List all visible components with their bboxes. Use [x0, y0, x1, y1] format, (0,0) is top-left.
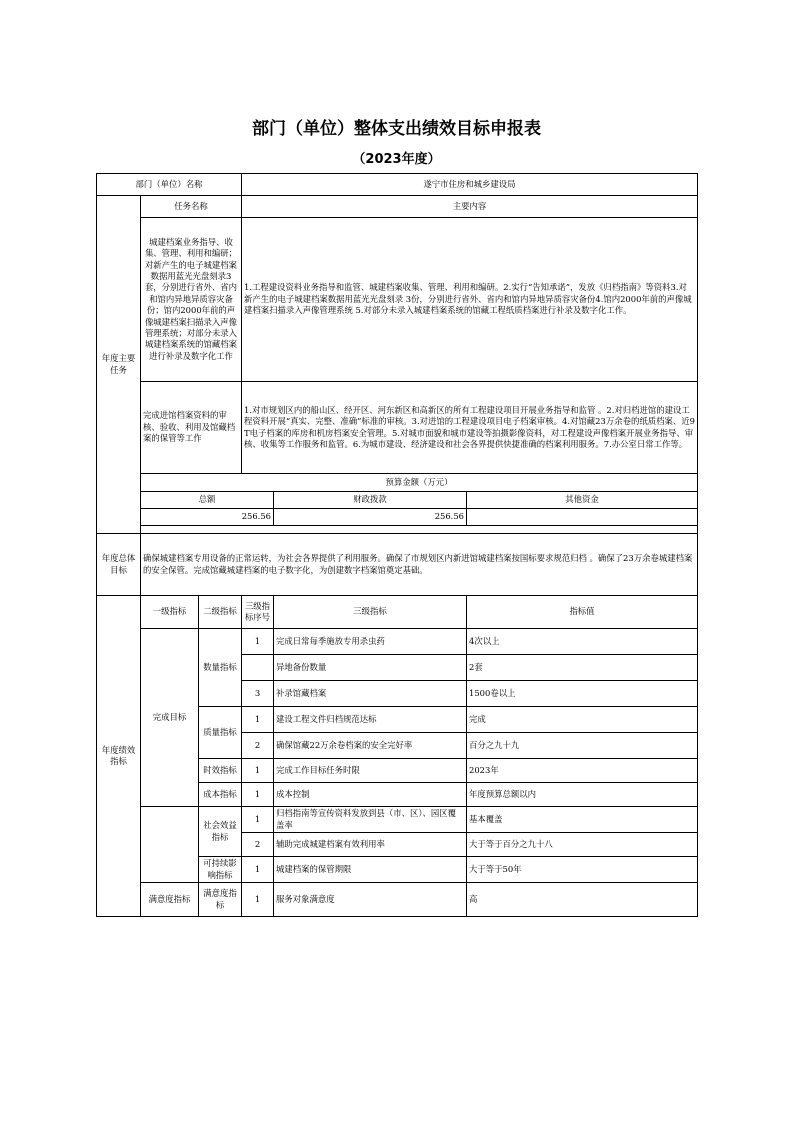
task-row [97, 218, 698, 382]
indicator-seq: 1 [242, 759, 274, 783]
indicator-name: 完成日常每季施放专用杀虫药 [274, 629, 467, 655]
dept-label: 部门（单位）名称 [97, 174, 242, 196]
task-name: 完成进馆档案资料的审核、验收、利用及馆藏档案的保管等工作 [141, 382, 242, 474]
indicator-name: 完成工作目标任务时限 [274, 759, 467, 783]
indicator-value: 完成 [467, 707, 698, 733]
indicator-value: 百分之九十九 [467, 733, 698, 759]
indicator-name: 归档指南等宣传资料发放到县（市、区）、园区覆盖率 [274, 807, 467, 833]
task-content: 1.工程建设资料业务指导和监管、城建档案收集、管理、利用和编研。2.实行“告知承诺”，发放《归档指南》等资料3.对新产生的电子城建档案数据用蓝光光盘刻录 3份，分别进行省外、省内和馆内异地异质容灾备份4.馆内2000年前的声像城建档案扫描录入声像管理系统 5.对部分未录入城建档案系统的馆藏工程纸质档案进行补录及数字化工作。 [242, 218, 698, 382]
level2-header: 二级指标 [199, 596, 242, 629]
indicator-value: 4次以上 [467, 629, 698, 655]
budget-fiscal-header: 财政拨款 [274, 492, 467, 509]
spacer-cell [141, 526, 698, 534]
goal-text: 确保城建档案专用设备的正常运转，为社会各界提供了利用服务。确保了市规划区内新进馆城建档案按国标要求规范归档 。确保了23万余卷城建档案的安全保管。完成馆藏城建档案的电子数字化，为创建数字档案馆奠定基础。 [141, 534, 698, 596]
task-name: 城建档案业务指导、收集、管理、利用和编研；对新产生的电子城建档案数据用蓝光光盘刻录3套，分别进行省外、省内和馆内异地异质容灾备份；馆内2000年前的声像城建档案扫描录入声像管理系统；对部分未录入城建档案系统的馆藏档案进行补录及数字化工作 [141, 218, 242, 382]
budget-values-row [97, 509, 698, 526]
level1-header: 一级指标 [141, 596, 199, 629]
indicator-value: 2023年 [467, 759, 698, 783]
level2-quantity: 数量指标 [199, 629, 242, 707]
dept-row [97, 174, 698, 196]
indicator-seq: 3 [242, 681, 274, 707]
task-name-header: 任务名称 [141, 196, 242, 218]
indicator-seq: 1 [242, 857, 274, 883]
indicator-seq: 1 [242, 707, 274, 733]
budget-other-header: 其他资金 [467, 492, 698, 509]
level3-header: 三级指标 [274, 596, 467, 629]
indicator-header-row [97, 596, 698, 629]
level2-time: 时效指标 [199, 759, 242, 783]
budget-header-row [97, 474, 698, 492]
indicator-name: 异地备份数量 [274, 655, 467, 681]
indicator-seq: 1 [242, 883, 274, 917]
level2-cost: 成本指标 [199, 783, 242, 807]
indicators-section-label: 年度绩效指标 [97, 596, 141, 917]
budget-total-header: 总额 [141, 492, 274, 509]
indicator-seq [242, 655, 274, 681]
level1-satisfaction: 满意度指标 [141, 883, 199, 917]
indicator-name: 服务对象满意度 [274, 883, 467, 917]
page-subtitle: （2023年度） [352, 152, 441, 167]
indicator-name: 建设工程文件归档规范达标 [274, 707, 467, 733]
task-content-header: 主要内容 [242, 196, 698, 218]
indicator-value: 大于等于百分之九十八 [467, 833, 698, 857]
value-header: 指标值 [467, 596, 698, 629]
budget-other-value [467, 509, 698, 526]
goal-row [97, 534, 698, 596]
indicator-value: 高 [467, 883, 698, 917]
level2-satisfaction: 满意度指标 [199, 883, 242, 917]
goal-label: 年度总体目标 [97, 534, 141, 596]
performance-form-table [96, 173, 698, 917]
seq-header: 三级指标序号 [242, 596, 274, 629]
indicator-row [97, 883, 698, 917]
level2-sustain: 可持续影响指标 [199, 857, 242, 883]
indicator-seq: 2 [242, 733, 274, 759]
indicator-value: 年度预算总额以内 [467, 783, 698, 807]
indicator-row [97, 807, 698, 833]
indicator-seq: 2 [242, 833, 274, 857]
indicator-name: 成本控制 [274, 783, 467, 807]
indicator-row [97, 629, 698, 655]
level2-social: 社会效益指标 [199, 807, 242, 857]
indicator-value: 大于等于50年 [467, 857, 698, 883]
dept-value: 遂宁市住房和城乡建设局 [242, 174, 698, 196]
task-row [97, 382, 698, 474]
indicator-seq: 1 [242, 807, 274, 833]
level2-quality: 质量指标 [199, 707, 242, 759]
level1-completion: 完成目标 [141, 629, 199, 807]
indicator-value: 1500卷以上 [467, 681, 698, 707]
indicator-value: 2套 [467, 655, 698, 681]
spacer-row [97, 526, 698, 534]
indicator-name: 辅助完成城建档案有效利用率 [274, 833, 467, 857]
level1-benefit [141, 807, 199, 883]
indicator-name: 确保馆藏22万余卷档案的安全完好率 [274, 733, 467, 759]
task-content: 1.对市规划区内的船山区、经开区、河东新区和高新区的所有工程建设项目开展业务指导和监管 。2.对归档进馆的建设工程资料开展“真实、完整、准确”标准的审核。3.对进馆的工程建设项目电子档案审核。4.对馆藏23万余卷的纸质档案、近9T电子档案的库房和机房档案安全管理。5.对城市面貌和城市建设等拍摄影像资料，对工程建设声像档案开展业务指导、审核、收集等工作服务和监管。6.为城市建设、经济建设和社会各界提供快捷准确的档案利用服务。7.办公室日常工作等。 [242, 382, 698, 474]
tasks-section-label: 年度主要任务 [97, 196, 141, 534]
budget-header: 预算金额（万元） [141, 474, 698, 492]
page-title: 部门（单位）整体支出绩效目标申报表 [252, 119, 541, 139]
tasks-header-row [97, 196, 698, 218]
indicator-seq: 1 [242, 629, 274, 655]
budget-total-value: 256.56 [141, 509, 274, 526]
budget-columns-row [97, 492, 698, 509]
indicator-name: 城建档案的保管期限 [274, 857, 467, 883]
budget-fiscal-value: 256.56 [274, 509, 467, 526]
indicator-seq: 1 [242, 783, 274, 807]
indicator-value: 基本覆盖 [467, 807, 698, 833]
indicator-name: 补录馆藏档案 [274, 681, 467, 707]
